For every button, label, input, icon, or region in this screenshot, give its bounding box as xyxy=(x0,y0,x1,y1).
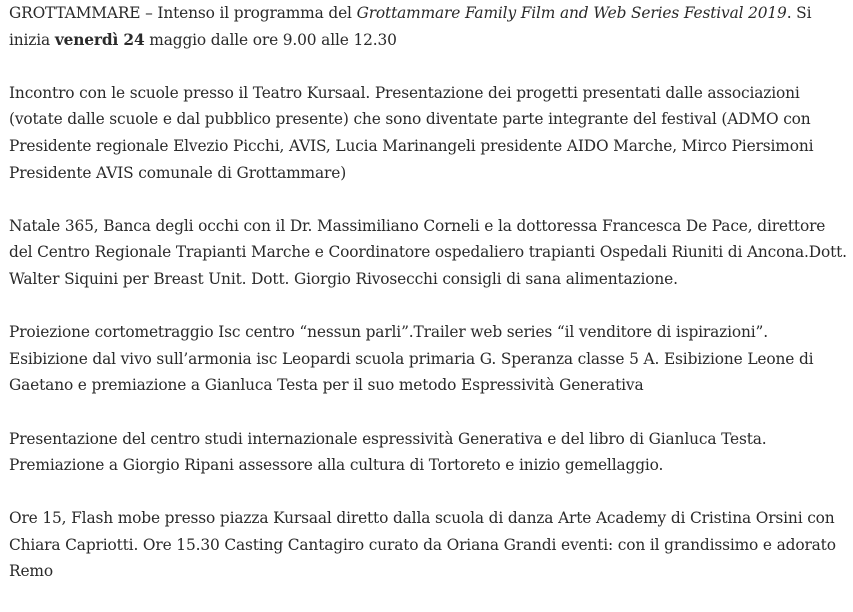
paragraph-study-center: Presentazione del centro studi internazionale espressività Generativa e del libro di Gianluca Testa. Premiazione a Giorgio Ripani assessore alla cultura di Tortoreto e inizio gemellaggio. xyxy=(9,429,767,475)
intro-text-3: maggio dalle ore 9.00 alle 12.30 xyxy=(144,30,397,49)
paragraph-screening: Proiezione cortometraggio Isc centro “nessun parli”.Trailer web series “il venditore di ispirazioni”. Esibizione dal vivo sull’armonia isc Leopardi scuola primaria G. Speranza classe 5 A. Esibizione Leone di Gaetano e premiazione a Gianluca Testa per il suo metodo Espressività Generativa xyxy=(9,323,814,395)
paragraph-natale-365: Natale 365, Banca degli occhi con il Dr. Massimiliano Corneli e la dottoressa Francesca De Pace, direttore del Centro Regionale Trapianti Marche e Coordinatore ospedaliero trapianti Ospedali Riuniti di Ancona.Dott. Walter Siquini per Breast Unit. Dott. Giorgio Rivosecchi consigli di sana alimentazione. xyxy=(9,216,847,288)
paragraph-schools: Incontro con le scuole presso il Teatro Kursaal. Presentazione dei progetti presentati dalle associazioni (votate dalle scuole e dal pubblico presente) che sono diventate parte integrante del festival (ADMO con Presidente regionale Elvezio Picchi, AVIS, Lucia Marinangeli presidente AIDO Marche, Mirco Piersimoni Presidente AVIS comunale di Grottammare) xyxy=(9,83,814,182)
event-date: venerdì 24 xyxy=(54,30,145,49)
article-body xyxy=(9,0,849,612)
festival-name: Grottammare Family Film and Web Series Festival 2019 xyxy=(356,4,787,22)
intro-paragraph xyxy=(9,0,849,53)
intro-text-2: . Si inizia xyxy=(9,4,812,49)
intro-text-1: GROTTAMMARE – Intenso il programma del xyxy=(9,4,357,22)
paragraph-flash-mob: Ore 15, Flash mobe presso piazza Kursaal diretto dalla scuola di danza Arte Academy di Cristina Orsini con Chiara Capriotti. Ore 15.30 Casting Cantagiro curato da Oriana Grandi eventi: con il grandissimo e adorato Remo xyxy=(9,509,836,581)
